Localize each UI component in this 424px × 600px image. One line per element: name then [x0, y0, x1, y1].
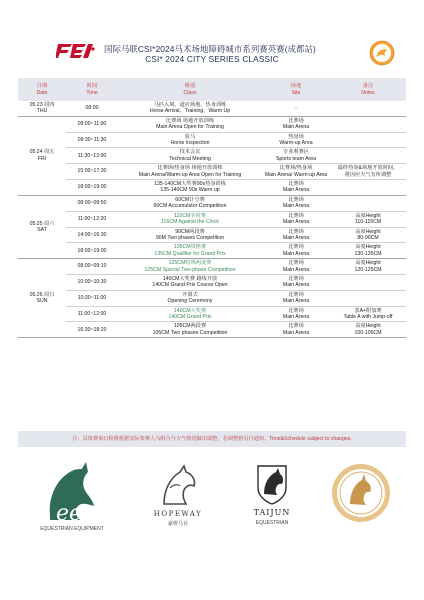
class-cell: 125CM特殊两度赛 125CM Special Two-phase Competition: [118, 259, 262, 275]
site-cell: 热身场 Warm-up Area: [262, 132, 330, 148]
class-cell: 135CM资格赛 135CM Qualifier for Grand Prix: [118, 243, 262, 259]
date-cell: 05.23 周四 THU: [18, 101, 66, 116]
table-row: [18, 148, 406, 164]
site-cell: 比赛场 Main Arena: [262, 195, 330, 211]
notes-cell: [330, 195, 406, 211]
table-row: [18, 243, 406, 259]
taijun-name: TAIJUN: [253, 508, 291, 517]
table-row: [18, 259, 406, 275]
hopeway-caption: 豪维马业: [167, 521, 188, 527]
site-cell: 比赛场 Main Arena: [262, 322, 330, 338]
header-site: 场地 Site: [262, 78, 330, 101]
schedule-note: 注：具体赛事日程将根据实际参赛人马组合与天气情况做出调整，若调整将另行通知。Time&Schedule subject to changes.: [18, 431, 406, 447]
hopeway-name: HOPEWAY: [153, 510, 203, 518]
class-cell: 技术会议 Technical Meeting: [118, 148, 262, 164]
table-row: [18, 227, 406, 243]
time-cell: 09:30~11:30: [66, 132, 118, 148]
class-cell: 60CM计分赛 60CM Accumulator Competition: [118, 195, 262, 211]
header-time: 时间 Time: [66, 78, 118, 101]
schedule-table: [18, 78, 406, 338]
time-cell: 10:00~10:30: [66, 274, 118, 290]
site-cell: 比赛场 Main Arena: [262, 211, 330, 227]
table-row: [18, 164, 406, 180]
table-row: [18, 211, 406, 227]
club-seal-icon: [330, 460, 392, 526]
notes-cell: 高度Height 110-115CM: [330, 211, 406, 227]
class-cell: 90CM两段赛 90M Two phases Competition: [118, 227, 262, 243]
date-cell: 05.26 周日 SUN: [18, 259, 66, 338]
time-cell: 08:00: [66, 101, 118, 116]
time-cell: 16:30~18:20: [66, 322, 118, 338]
site-cell: 比赛场 Main Arena: [262, 259, 330, 275]
date-cell: 05.25 周六 SAT: [18, 195, 66, 258]
notes-cell: [330, 180, 406, 196]
table-row: [18, 132, 406, 148]
notes-cell: 高度Height 130-135CM: [330, 243, 406, 259]
class-cell: 开幕式 Opening Ceremony: [118, 290, 262, 306]
time-cell: 08:00~09:50: [66, 195, 118, 211]
notes-cell: [330, 148, 406, 164]
time-cell: 11:00~12:00: [66, 306, 118, 322]
site-cell: 专业观赛区 Sports team Area: [262, 148, 330, 164]
site-cell: 比赛场 Main Arena: [262, 274, 330, 290]
notes-cell: [330, 116, 406, 132]
table-row: [18, 180, 406, 196]
table-row: [18, 116, 406, 132]
notes-cell: 高度Height 100-105CM: [330, 322, 406, 338]
title-chinese: 国际马联CSI*2024马术场地障碍城市系列赛英赛(成都站): [104, 44, 316, 54]
header-class: 级别 Class: [118, 78, 262, 101]
notes-cell: 高度Height 120-125CM: [330, 259, 406, 275]
class-cell: 105CM两段赛 105CM Two phases Competition: [118, 322, 262, 338]
class-cell: 验马 Horse Inspection: [118, 132, 262, 148]
site-cell: 比赛场 Main Arena: [262, 180, 330, 196]
table-row: [18, 101, 406, 116]
class-cell: 140CM大奖赛 路线开放 140CM Grand Prix Course Open: [118, 274, 262, 290]
site-cell: 比赛场 Main Arena: [262, 290, 330, 306]
header-notes: 备注 Notes: [330, 78, 406, 101]
svg-text:ee: ee: [56, 501, 83, 526]
class-cell: 135-140CM大奖赛90s热身训练 135-140CM 90s Warm up: [118, 180, 262, 196]
notes-cell: [330, 101, 406, 116]
table-row: [18, 274, 406, 290]
time-cell: 14:00~16:30: [66, 227, 118, 243]
taijun-caption: EQUESTRIAN: [255, 520, 289, 526]
time-cell: 18:00~19:00: [66, 243, 118, 259]
class-cell: 比赛场/热身场 场地开放训练 Main Arena/Warm-up Area Open for Training: [118, 164, 262, 180]
ee-caption: EQUESTRIAN EQUIPMENT: [40, 526, 104, 532]
date-cell: 05.24 周五 FRI: [18, 116, 66, 195]
notes-cell: [330, 132, 406, 148]
class-cell: 比赛场 场地开放训练 Main Arena Open for Training: [118, 116, 262, 132]
site-cell: 比赛场 Main Arena: [262, 243, 330, 259]
table-row: [18, 306, 406, 322]
table-row: [18, 195, 406, 211]
table-body: [18, 101, 406, 338]
time-cell: 18:00~19:00: [66, 180, 118, 196]
class-cell: 140CM大奖赛 140CM Grand Prix: [118, 306, 262, 322]
notes-cell: 高度Height 80-90CM: [330, 227, 406, 243]
time-cell: 11:00~12:20: [66, 211, 118, 227]
taijun-horse-shield-icon: [250, 462, 294, 506]
site-cell: -: [262, 101, 330, 116]
schedule-table-wrapper: [18, 78, 406, 338]
notes-cell: 表A+附加赛 Table A with Jump-off: [330, 306, 406, 322]
site-cell: 比赛场 Main Arena: [262, 306, 330, 322]
time-cell: 08:00~09:10: [66, 259, 118, 275]
notes-cell: 最终热身&场地开放时间， 将因应天气有所调整: [330, 164, 406, 180]
header-date: 日期 Date: [18, 78, 66, 101]
ee-sponsor-logo: [40, 458, 104, 530]
hopeway-horse-icon: [150, 464, 206, 508]
notes-cell: [330, 290, 406, 306]
site-cell: 比赛场 Main Arena: [262, 116, 330, 132]
class-cell: 马匹入境、道应场地、热身训练 Horse Arrival、Training、Warm Up: [118, 101, 262, 116]
table-row: [18, 322, 406, 338]
site-cell: 比赛场 Main Arena: [262, 227, 330, 243]
time-cell: 11:30~12:00: [66, 148, 118, 164]
time-cell: 10:30~11:00: [66, 290, 118, 306]
class-cell: 115CM争时赛 115CM Against the Clock: [118, 211, 262, 227]
table-row: [18, 290, 406, 306]
table-header: [18, 78, 406, 101]
sponsor-logos: [0, 454, 424, 534]
title-english: CSI* 2024 CITY SERIES CLASSIC: [145, 55, 279, 64]
notes-cell: [330, 274, 406, 290]
time-cell: 09:00~11:00: [66, 116, 118, 132]
time-cell: 15:00~17:30: [66, 164, 118, 180]
site-cell: 比赛场/热身场 Main Arena/ Warm-up Area: [262, 164, 330, 180]
